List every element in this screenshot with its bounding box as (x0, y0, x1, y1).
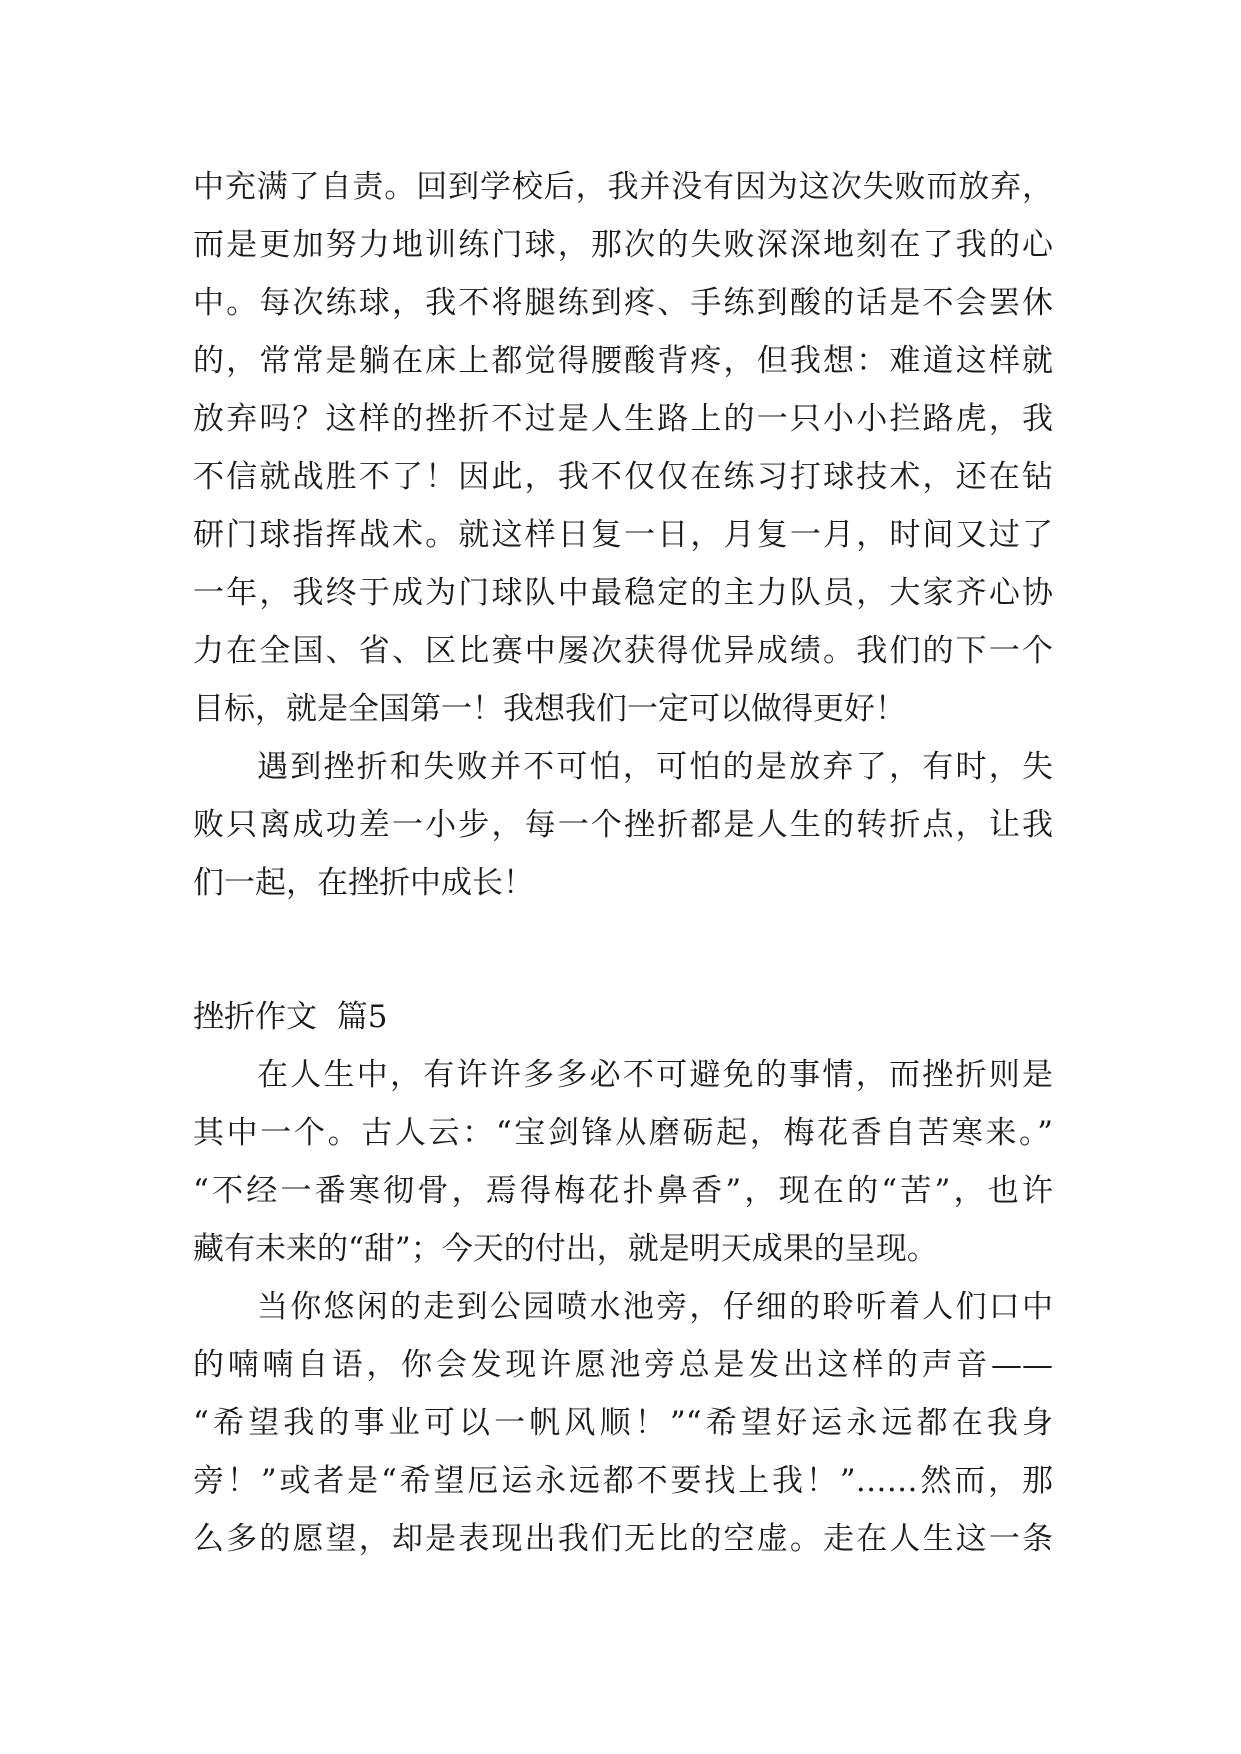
text-line: 研门球指挥战术。就这样日复一日，月复一月，时间又过了 (193, 517, 1053, 553)
text-line: 的，常常是躺在床上都觉得腰酸背疼，但我想：难道这样就 (193, 343, 1053, 379)
text-line: 不信就战胜不了！因此，我不仅仅在练习打球技术，还在钻 (193, 459, 1053, 495)
text-line: 其中一个。古人云：“宝剑锋从磨砺起，梅花香自苦寒来。” (193, 1115, 1053, 1151)
text-line: 放弃吗？这样的挫折不过是人生路上的一只小小拦路虎，我 (193, 401, 1053, 437)
text-line: “不经一番寒彻骨，焉得梅花扑鼻香”，现在的“苦”，也许 (193, 1173, 1053, 1209)
text-line: 们一起，在挫折中成长！ (193, 865, 534, 901)
text-line: 藏有未来的“甜”；今天的付出，就是明天成果的呈现。 (193, 1231, 938, 1267)
section-title: 挫折作文 篇5 (193, 999, 388, 1035)
text-line: 中充满了自责。回到学校后，我并没有因为这次失败而放弃， (193, 169, 1053, 205)
text-line: 当你悠闲的走到公园喷水池旁，仔细的聆听着人们口中 (257, 1289, 1053, 1325)
text-line: “希望我的事业可以一帆风顺！”“希望好运永远都在我身 (193, 1405, 1053, 1441)
text-line: 目标，就是全国第一！我想我们一定可以做得更好！ (193, 691, 906, 727)
text-line: 力在全国、省、区比赛中屡次获得优异成绩。我们的下一个 (193, 633, 1053, 669)
closing-paragraph (193, 738, 1053, 912)
text-line: 么多的愿望，却是表现出我们无比的空虚。走在人生这一条 (193, 1521, 1053, 1557)
document-page (193, 158, 1053, 1568)
section-spacer (193, 912, 1053, 988)
section-paragraph-2 (193, 1278, 1053, 1568)
text-line: 在人生中，有许许多多必不可避免的事情，而挫折则是 (257, 1057, 1053, 1093)
text-line: 一年，我终于成为门球队中最稳定的主力队员，大家齐心协 (193, 575, 1053, 611)
text-line: 的喃喃自语，你会发现许愿池旁总是发出这样的声音—— (193, 1347, 1053, 1383)
text-line: 败只离成功差一小步，每一个挫折都是人生的转折点，让我 (193, 807, 1053, 843)
text-line: 而是更加努力地训练门球，那次的失败深深地刻在了我的心 (193, 227, 1053, 263)
continued-paragraph (193, 158, 1053, 738)
text-line: 中。每次练球，我不将腿练到疼、手练到酸的话是不会罢休 (193, 285, 1053, 321)
text-line: 遇到挫折和失败并不可怕，可怕的是放弃了，有时，失 (257, 749, 1053, 785)
text-line: 旁！”或者是“希望厄运永远都不要找上我！”……然而，那 (193, 1463, 1053, 1499)
section-paragraph-1 (193, 1046, 1053, 1278)
